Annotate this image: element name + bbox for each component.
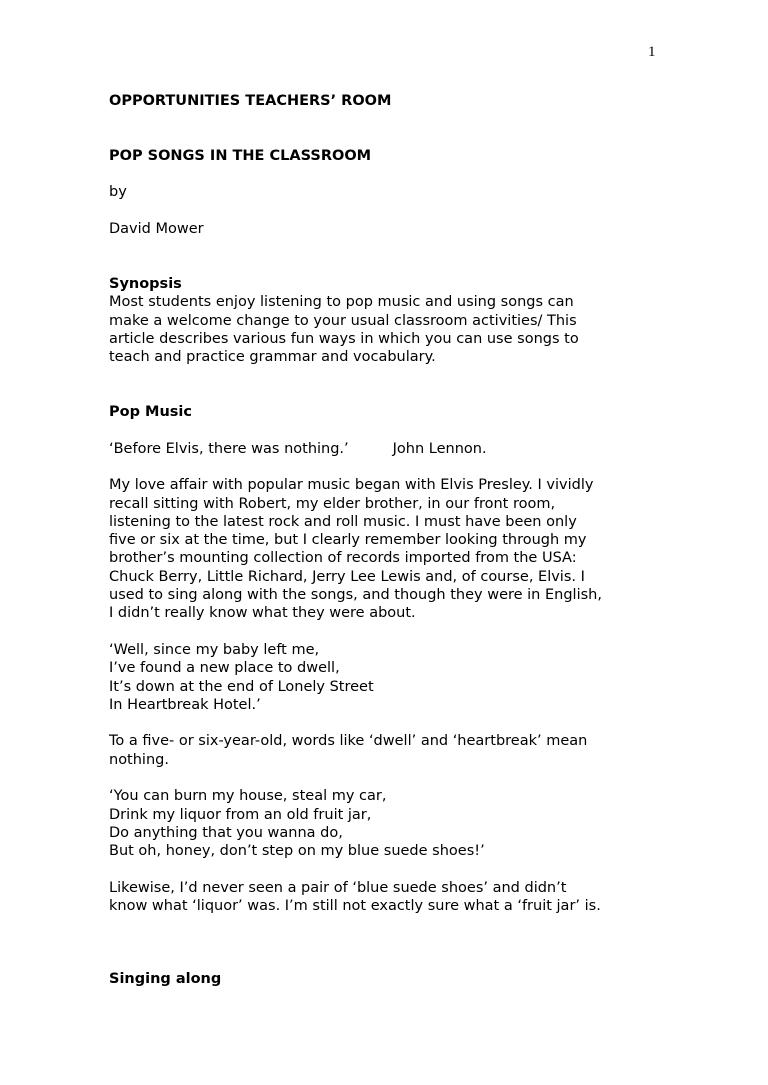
article-title: POP SONGS IN THE CLASSROOM: [109, 147, 372, 164]
epigraph: [109, 440, 669, 458]
lyric-line: ‘Well, since my baby left me,: [109, 641, 320, 658]
header-title: OPPORTUNITIES TEACHERS’ ROOM: [109, 93, 392, 109]
page-number: 1: [648, 44, 656, 60]
byline-author: David Mower: [109, 221, 204, 238]
synopsis-line: article describes various fun ways in which you can use songs to: [109, 330, 579, 347]
paragraph-line: nothing.: [109, 751, 169, 768]
lyric-line: It’s down at the end of Lonely Street: [109, 678, 374, 695]
paragraph-likewise: [109, 879, 669, 916]
paragraph-line: To a five- or six-year-old, words like ‘dwell’ and ‘heartbreak’ mean: [109, 733, 588, 750]
synopsis-paragraph: [109, 293, 669, 366]
lyrics-blue-suede-shoes: [109, 787, 669, 860]
paragraph-dwell: [109, 732, 669, 769]
paragraph-line: listening to the latest rock and roll music. I must have been only: [109, 513, 577, 530]
lyric-line: I’ve found a new place to dwell,: [109, 660, 340, 677]
paragraph-line: five or six at the time, but I clearly remember looking through my: [109, 532, 587, 549]
paragraph-line: Likewise, I’d never seen a pair of ‘blue suede shoes’ and didn’t: [109, 879, 567, 896]
synopsis-heading: Synopsis: [109, 275, 182, 292]
byline-by: by: [109, 184, 127, 201]
lyric-line: In Heartbreak Hotel.’: [109, 696, 261, 713]
synopsis-line: teach and practice grammar and vocabulary.: [109, 349, 436, 366]
paragraph-line: brother’s mounting collection of records imported from the USA:: [109, 550, 577, 567]
singing-along-heading: Singing along: [109, 971, 222, 988]
lyric-line: ‘You can burn my house, steal my car,: [109, 788, 387, 805]
document-body: [109, 92, 669, 989]
paragraph-line: I didn’t really know what they were about.: [109, 605, 416, 622]
lyric-line: But oh, honey, don’t step on my blue suede shoes!’: [109, 843, 485, 860]
paragraph-line: My love affair with popular music began with Elvis Presley. I vividly: [109, 477, 594, 494]
lyrics-heartbreak-hotel: [109, 641, 669, 714]
paragraph-line: know what ‘liquor’ was. I’m still not exactly sure what a ‘fruit jar’ is.: [109, 898, 601, 915]
paragraph-line: recall sitting with Robert, my elder brother, in our front room,: [109, 495, 556, 512]
epigraph-author: John Lennon.: [392, 440, 487, 457]
synopsis-line: Most students enjoy listening to pop music and using songs can: [109, 294, 574, 311]
pop-music-heading: Pop Music: [109, 404, 192, 421]
paragraph-love-affair: [109, 476, 669, 622]
epigraph-quote: ‘Before Elvis, there was nothing.’: [109, 440, 349, 457]
paragraph-line: used to sing along with the songs, and though they were in English,: [109, 587, 602, 604]
lyric-line: Do anything that you wanna do,: [109, 824, 343, 841]
paragraph-line: Chuck Berry, Little Richard, Jerry Lee Lewis and, of course, Elvis. I: [109, 568, 585, 585]
synopsis-line: make a welcome change to your usual classroom activities/ This: [109, 312, 577, 329]
lyric-line: Drink my liquor from an old fruit jar,: [109, 806, 372, 823]
